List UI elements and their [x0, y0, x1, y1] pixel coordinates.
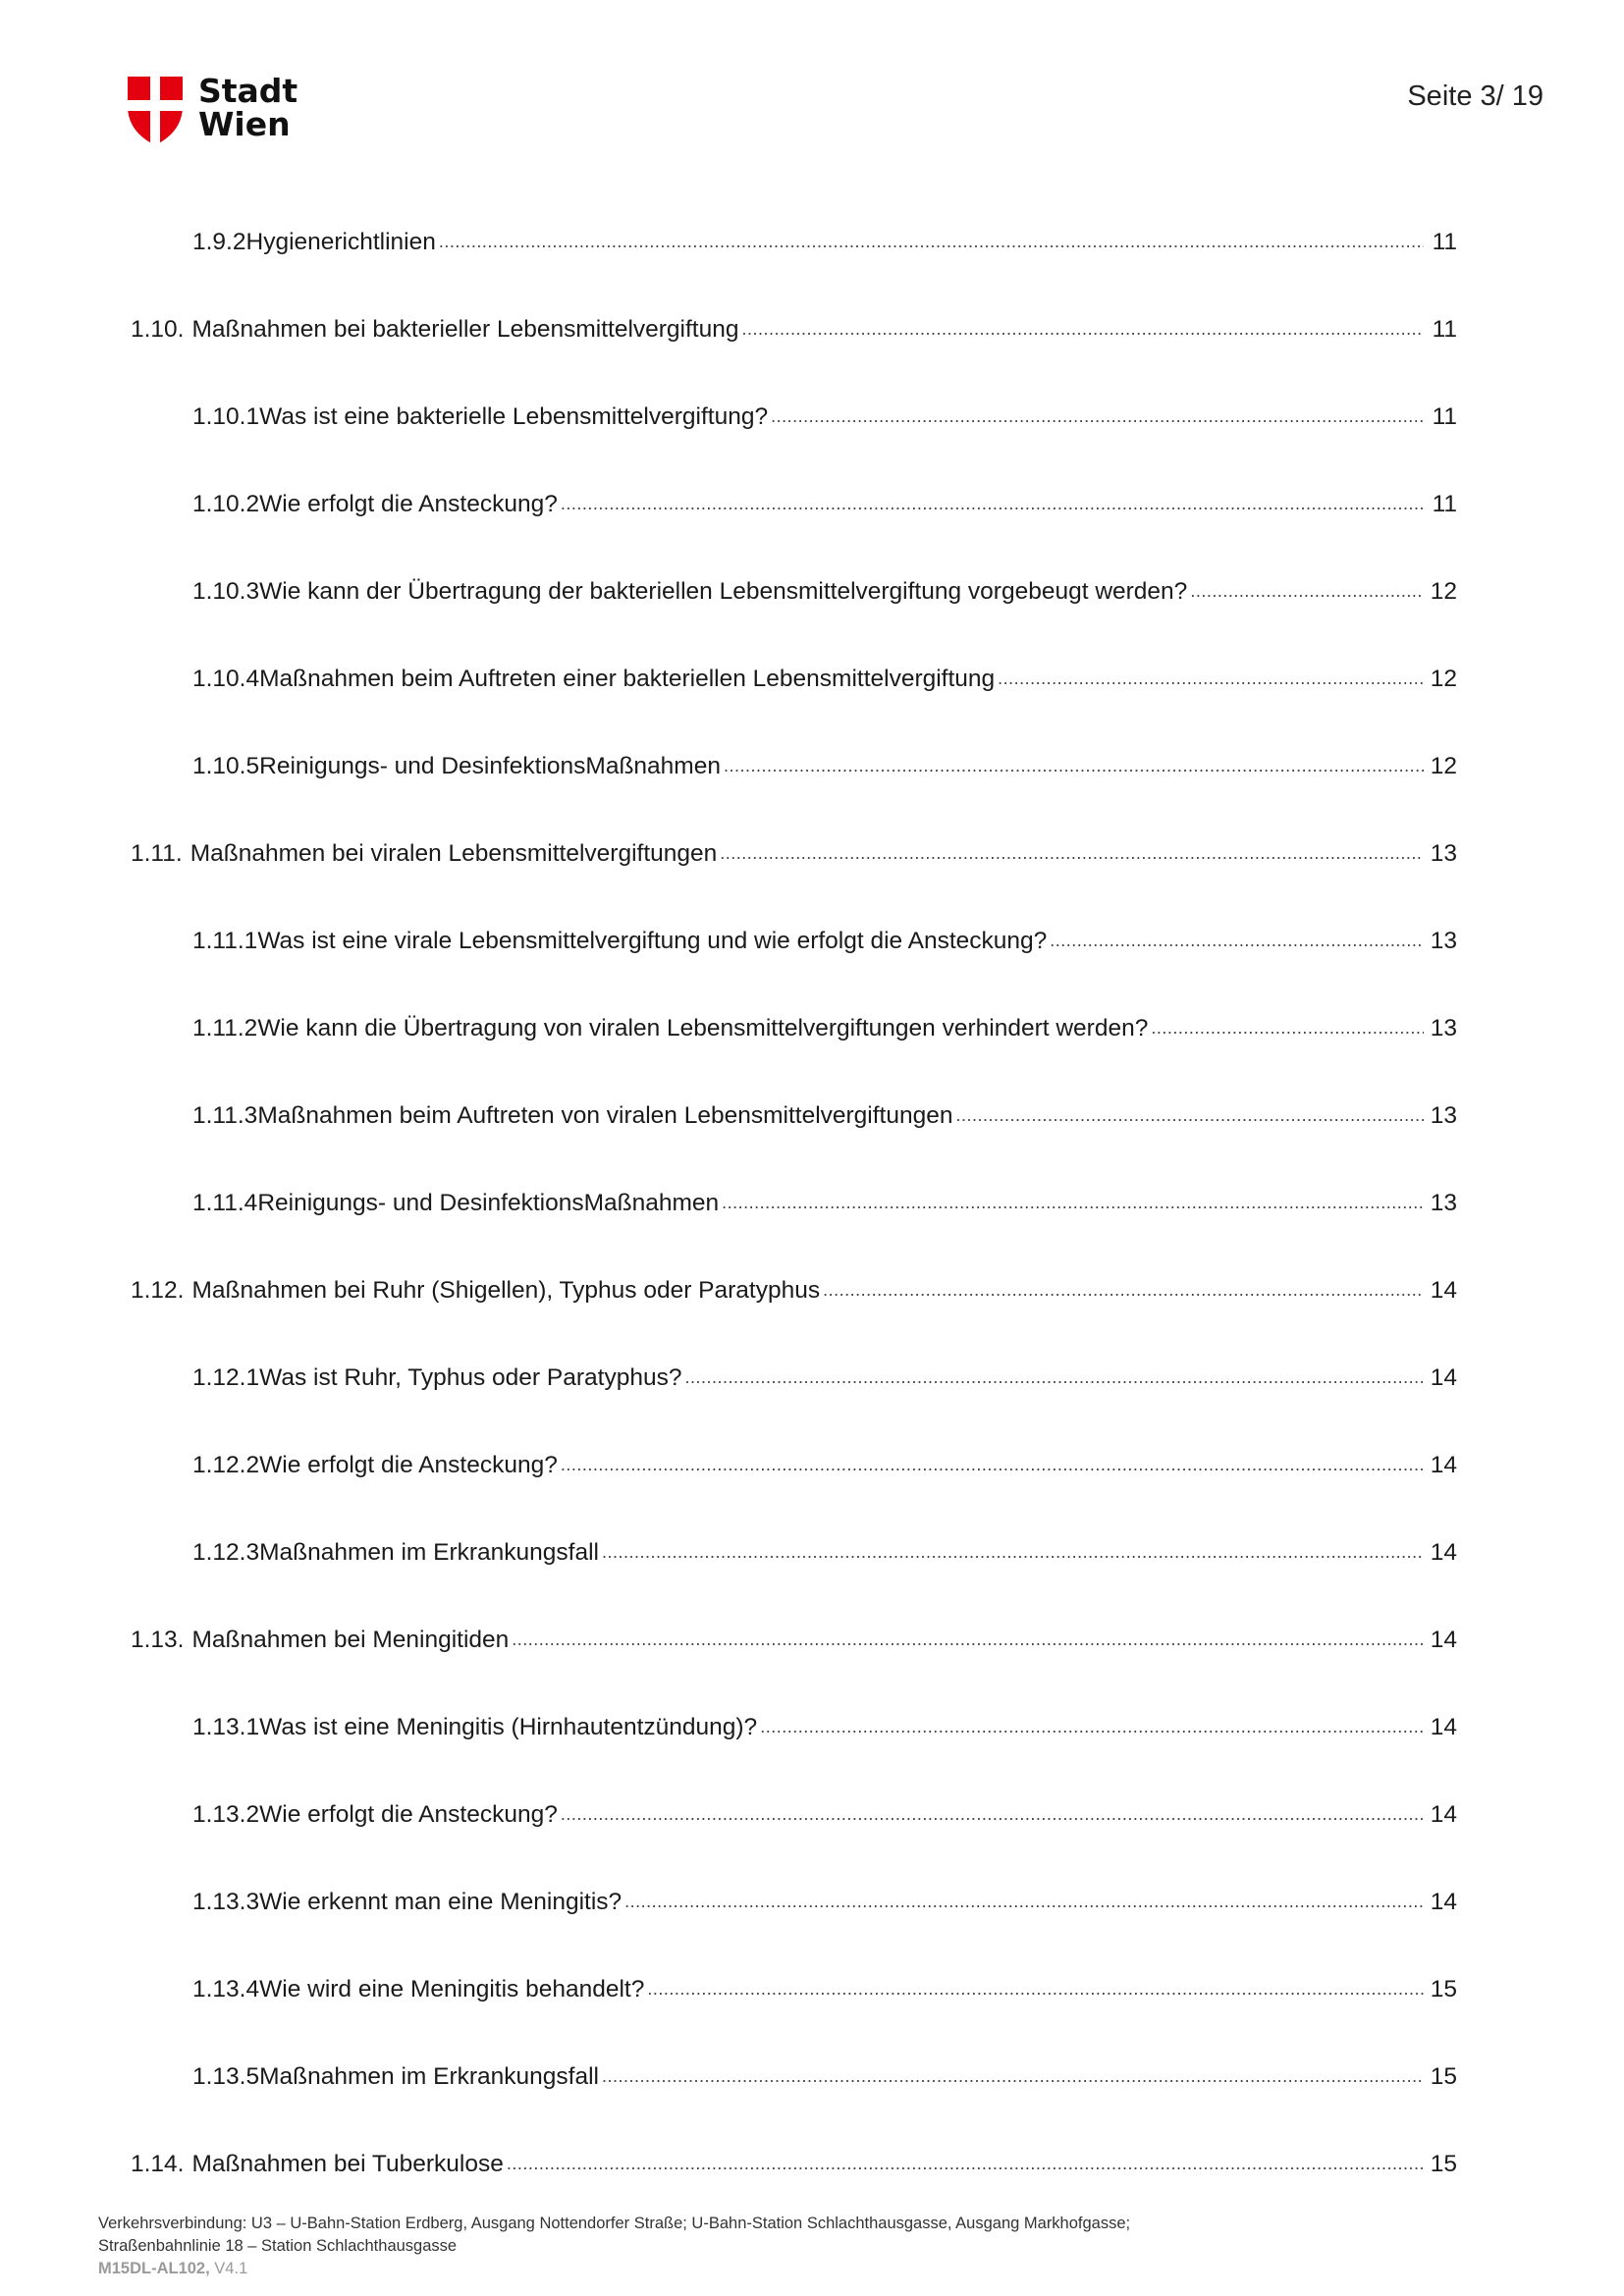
- toc-dot-leader: [602, 2059, 1424, 2092]
- footer: [98, 2213, 1130, 2280]
- toc-entry[interactable]: [131, 838, 1457, 871]
- toc-entry[interactable]: [192, 1887, 1457, 1919]
- toc-entry[interactable]: [192, 1537, 1457, 1570]
- toc-entry[interactable]: [192, 2061, 1457, 2094]
- toc-entry-title: Maßnahmen bei Tuberkulose: [191, 2151, 504, 2177]
- toc-entry-number: 1.12.3: [192, 1539, 260, 1566]
- toc-entry-page: 11: [1432, 229, 1457, 255]
- toc-dot-leader: [998, 662, 1424, 694]
- toc-entry-page: 11: [1432, 491, 1457, 517]
- toc-dot-leader: [760, 1710, 1424, 1742]
- toc-entry-page: 12: [1430, 753, 1457, 779]
- toc-entry-page: 11: [1432, 403, 1457, 430]
- toc-entry-title: Maßnahmen bei viralen Lebensmittelvergiftungen: [189, 840, 718, 867]
- toc-entry-page: 14: [1430, 1714, 1457, 1740]
- toc-entry[interactable]: [192, 751, 1457, 783]
- toc-entry-page: 15: [1430, 2151, 1457, 2177]
- toc-entry-page: 14: [1430, 1539, 1457, 1566]
- toc-entry-title: Was ist eine virale Lebensmittelvergiftung und wie erfolgt die Ansteckung?: [257, 928, 1048, 954]
- toc-entry[interactable]: [192, 1362, 1457, 1395]
- toc-entry-number: 1.13.1: [192, 1714, 260, 1740]
- toc-entry[interactable]: [192, 1799, 1457, 1832]
- toc-entry-number: 1.13.4: [192, 1976, 260, 2002]
- toc-entry-page: 13: [1430, 1015, 1457, 1041]
- toc-entry-title: Maßnahmen bei Ruhr (Shigellen), Typhus oder Paratyphus: [191, 1277, 821, 1304]
- document-version: V4.1: [214, 2260, 248, 2277]
- toc-entry-title: Was ist eine Meningitis (Hirnhautentzündung)?: [259, 1714, 758, 1740]
- toc-entry[interactable]: [192, 227, 1457, 259]
- toc-dot-leader: [956, 1098, 1425, 1131]
- toc-entry-number: 1.10.4: [192, 666, 260, 692]
- toc-entry[interactable]: [131, 2149, 1457, 2181]
- logo-word-wien: Wien: [198, 105, 291, 143]
- toc-entry-title: Wie erfolgt die Ansteckung?: [259, 1801, 558, 1828]
- toc-entry-title: Maßnahmen beim Auftreten einer bakteriellen Lebensmittelvergiftung: [259, 666, 996, 692]
- toc-entry[interactable]: [192, 489, 1457, 521]
- toc-entry-title: Reinigungs- und DesinfektionsMaßnahmen: [259, 753, 721, 779]
- toc-entry-page: 13: [1430, 840, 1457, 867]
- toc-entry-number: 1.11.: [131, 840, 183, 867]
- toc-entry-page: 14: [1430, 1627, 1457, 1653]
- toc-entry-title: Wie erfolgt die Ansteckung?: [259, 1452, 558, 1478]
- logo-word-stadt: Stadt: [198, 72, 298, 110]
- toc-entry[interactable]: [192, 1013, 1457, 1045]
- toc-entry[interactable]: [192, 401, 1457, 434]
- toc-entry-title: Wie erfolgt die Ansteckung?: [259, 491, 558, 517]
- toc-dot-leader: [1190, 574, 1424, 607]
- toc-entry-number: 1.10.1: [192, 403, 260, 430]
- toc-entry[interactable]: [131, 1275, 1457, 1308]
- toc-entry-number: 1.14.: [131, 2151, 185, 2177]
- toc-entry-title: Maßnahmen beim Auftreten von viralen Lebensmittelvergiftungen: [257, 1102, 953, 1129]
- toc-entry[interactable]: [192, 1974, 1457, 2006]
- page-number: Seite 3/ 19: [1407, 80, 1543, 112]
- toc-dot-leader: [722, 1186, 1424, 1218]
- toc-dot-leader: [561, 487, 1424, 519]
- toc-entry-number: 1.10.3: [192, 578, 260, 605]
- toc-entry[interactable]: [192, 926, 1457, 958]
- toc-entry[interactable]: [192, 1100, 1457, 1133]
- toc-dot-leader: [823, 1273, 1424, 1306]
- toc-dot-leader: [439, 225, 1424, 257]
- toc-entry-number: 1.11.4: [192, 1190, 258, 1216]
- toc-entry-page: 13: [1430, 928, 1457, 954]
- toc-entry[interactable]: [192, 1188, 1457, 1220]
- toc-entry-page: 11: [1432, 316, 1457, 343]
- toc-entry-number: 1.12.2: [192, 1452, 260, 1478]
- toc-dot-leader: [1151, 1011, 1424, 1043]
- toc-entry-title: Maßnahmen bei bakterieller Lebensmittelvergiftung: [191, 316, 739, 343]
- toc-entry-number: 1.10.: [131, 316, 185, 343]
- toc-entry-title: Wie wird eine Meningitis behandelt?: [259, 1976, 645, 2002]
- toc-entry-page: 14: [1430, 1801, 1457, 1828]
- toc-entry-title: Wie kann die Übertragung von viralen Lebensmittelvergiftungen verhindert werden?: [257, 1015, 1149, 1041]
- toc-entry-title: Maßnahmen im Erkrankungsfall: [259, 1539, 599, 1566]
- toc-entry-title: Maßnahmen bei Meningitiden: [191, 1627, 510, 1653]
- toc-entry-number: 1.13.2: [192, 1801, 260, 1828]
- toc-entry-page: 14: [1430, 1889, 1457, 1915]
- toc-dot-leader: [742, 312, 1425, 345]
- toc-entry[interactable]: [192, 664, 1457, 696]
- toc-entry-number: 1.13.3: [192, 1889, 260, 1915]
- toc-entry-page: 14: [1430, 1364, 1457, 1391]
- toc-entry-number: 1.10.5: [192, 753, 260, 779]
- toc-entry-number: 1.11.1: [192, 928, 258, 954]
- toc-entry-page: 15: [1430, 2063, 1457, 2090]
- toc-entry-number: 1.9.2: [192, 229, 246, 255]
- toc-entry-number: 1.11.3: [192, 1102, 258, 1129]
- footer-doc-id: [98, 2258, 1130, 2280]
- toc-dot-leader: [561, 1448, 1424, 1480]
- toc-entry-title: Hygienerichtlinien: [245, 229, 436, 255]
- footer-transport-line1: Verkehrsverbindung: U3 – U-Bahn-Station Erdberg, Ausgang Nottendorfer Straße; U-Bahn-Station Schlachthausgasse, Ausgang Markhofgasse;: [98, 2215, 1131, 2232]
- toc-entry-title: Wie erkennt man eine Meningitis?: [259, 1889, 623, 1915]
- toc-dot-leader: [507, 2147, 1424, 2179]
- toc-entry-page: 12: [1430, 578, 1457, 605]
- toc-entry[interactable]: [192, 1712, 1457, 1744]
- toc-entry-title: Maßnahmen im Erkrankungsfall: [259, 2063, 599, 2090]
- toc-entry-number: 1.10.2: [192, 491, 260, 517]
- toc-entry-number: 1.11.2: [192, 1015, 258, 1041]
- toc-entry-page: 12: [1430, 666, 1457, 692]
- toc-entry[interactable]: [131, 314, 1457, 347]
- toc-dot-leader: [771, 400, 1424, 432]
- toc-entry-page: 14: [1430, 1277, 1457, 1304]
- toc-dot-leader: [602, 1535, 1424, 1568]
- toc-entry[interactable]: [131, 1625, 1457, 1657]
- document-code: M15DL-AL102,: [98, 2260, 210, 2277]
- toc-entry-page: 13: [1430, 1190, 1457, 1216]
- toc-entry-number: 1.12.1: [192, 1364, 260, 1391]
- toc-dot-leader: [647, 1972, 1424, 2004]
- toc-dot-leader: [724, 749, 1424, 781]
- toc-entry-title: Wie kann der Übertragung der bakteriellen Lebensmittelvergiftung vorgebeugt werden?: [259, 578, 1188, 605]
- toc-entry-number: 1.13.: [131, 1627, 185, 1653]
- toc-entry-page: 15: [1430, 1976, 1457, 2002]
- toc-dot-leader: [684, 1361, 1424, 1393]
- toc-entry-title: Was ist Ruhr, Typhus oder Paratyphus?: [259, 1364, 682, 1391]
- toc-dot-leader: [720, 836, 1424, 869]
- toc-entry-page: 13: [1430, 1102, 1457, 1129]
- toc-entry[interactable]: [192, 1450, 1457, 1482]
- toc-entry-title: Was ist eine bakterielle Lebensmittelvergiftung?: [259, 403, 769, 430]
- toc-dot-leader: [512, 1623, 1424, 1655]
- footer-transport-line2: Straßenbahnlinie 18 – Station Schlachthausgasse: [98, 2237, 458, 2255]
- toc-entry-title: Reinigungs- und DesinfektionsMaßnahmen: [257, 1190, 720, 1216]
- toc-entry-number: 1.13.5: [192, 2063, 260, 2090]
- toc-entry-number: 1.12.: [131, 1277, 185, 1304]
- toc-dot-leader: [624, 1885, 1424, 1917]
- toc-entry[interactable]: [192, 576, 1457, 609]
- toc-entry-page: 14: [1430, 1452, 1457, 1478]
- toc-dot-leader: [1050, 924, 1424, 956]
- toc-dot-leader: [561, 1797, 1424, 1830]
